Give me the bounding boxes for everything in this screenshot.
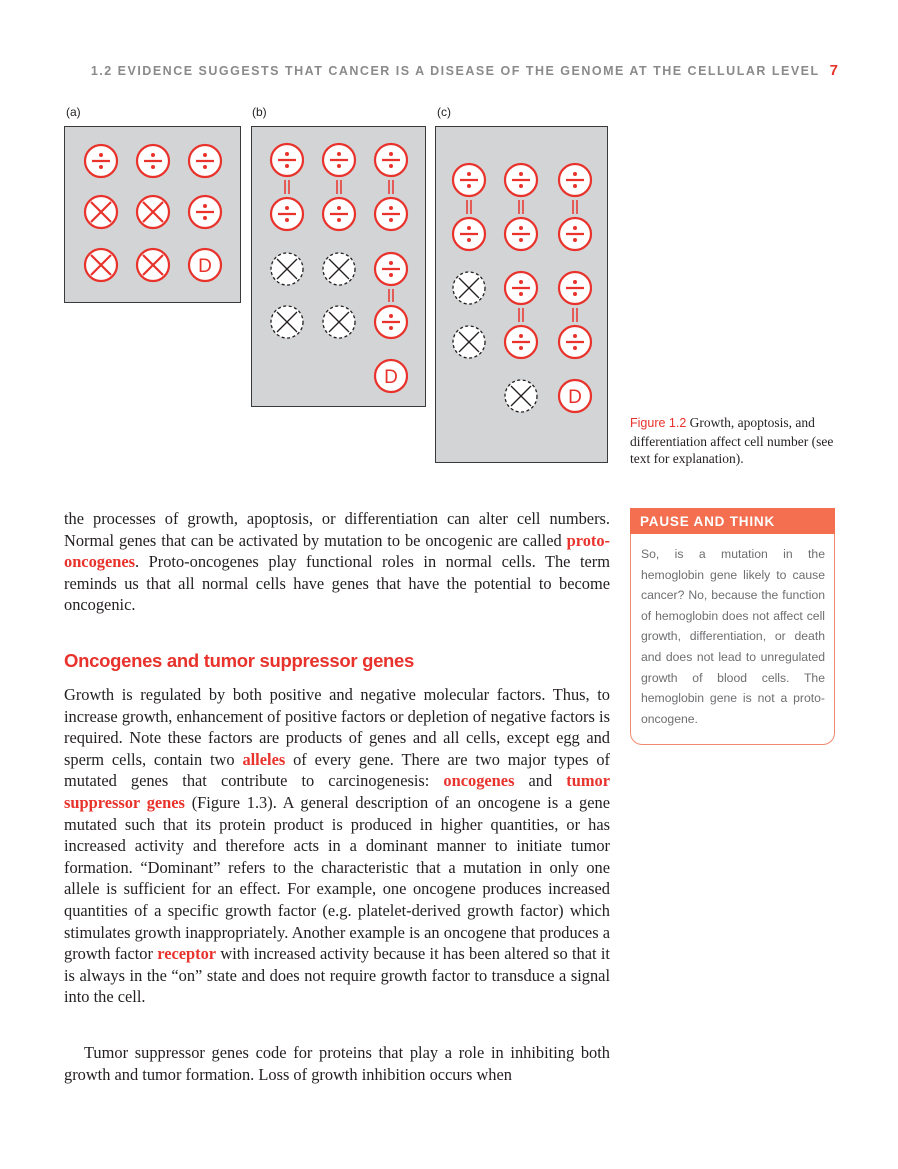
figure-caption xyxy=(630,414,842,468)
division-dot xyxy=(389,326,393,330)
division-dot xyxy=(467,226,471,230)
body-paragraph-3 xyxy=(64,1042,610,1085)
division-dot xyxy=(573,238,577,242)
division-dot xyxy=(99,153,103,157)
division-dot xyxy=(519,226,523,230)
division-dot xyxy=(285,218,289,222)
division-dot xyxy=(573,226,577,230)
division-dot xyxy=(573,280,577,284)
para2-text-4: (Figure 1.3). A general description of an oncogene is a gene mutated such that its protein product is produced in higher quantities, or has increased activity and therefore acts in a dominant manner to initiate tumor formation. “Dominant” refers to the characteristic that a mutation in only one allele is sufficient for an effect. For example, one oncogene produces increased quantities of a specific growth factor (e.g. platelet-derived growth factor) which stimulates growth inappropriately. Another example is an oncogene that produces a growth factor xyxy=(64,792,610,964)
division-dot xyxy=(285,164,289,168)
differentiated-symbol: D xyxy=(568,387,582,408)
para2-text-3: and xyxy=(514,771,567,791)
para2-text-5: with increased activity because it has been altered so that it is always in the “on” state and does not require growth factor to transduce a signal into the cell. xyxy=(64,944,610,1007)
division-dot xyxy=(573,292,577,296)
division-dot xyxy=(203,204,207,208)
keyterm-alleles: alleles xyxy=(242,749,286,769)
pause-and-think-title: PAUSE AND THINK xyxy=(630,508,835,534)
division-dot xyxy=(467,184,471,188)
division-dot xyxy=(337,206,341,210)
running-head-section: 1.2 EVIDENCE SUGGESTS THAT CANCER IS A DISEASE OF THE GENOME AT THE CELLULAR LEVEL xyxy=(90,64,820,78)
differentiated-symbol: D xyxy=(384,367,398,388)
division-dot xyxy=(337,218,341,222)
division-dot xyxy=(573,172,577,176)
panel-label-b: (b) xyxy=(252,105,267,119)
division-dot xyxy=(467,172,471,176)
pause-and-think-text: So, is a mutation in the hemoglobin gene likely to cause cancer? No, because the function of hemoglobin does not affect cell growth, differentiation, or death and does not lead to unregulated growth of blood cells. The hemoglobin gene is not a proto-oncogene. xyxy=(641,547,825,726)
para2-text-1: Growth is regulated by both positive and negative molecular factors. Thus, to increase growth, enhancement of positive factors or depletion of negative factors is required. Note these factors are products of genes and all cells, except egg and sperm cells, contain two xyxy=(64,685,610,769)
division-dot xyxy=(203,153,207,157)
body-paragraph-1 xyxy=(64,508,610,616)
pause-and-think-box xyxy=(630,508,835,745)
section-heading: Oncogenes and tumor suppressor genes xyxy=(64,650,415,671)
division-dot xyxy=(99,165,103,169)
division-dot xyxy=(519,238,523,242)
figure-caption-label: Figure 1.2 xyxy=(630,416,687,430)
keyterm-tumor-suppressor-genes: tumor suppressor genes xyxy=(64,771,610,812)
panel-label-a: (a) xyxy=(66,105,81,119)
page-number: 7 xyxy=(829,62,838,79)
figure-cells xyxy=(0,0,898,480)
division-dot xyxy=(151,165,155,169)
division-dot xyxy=(573,346,577,350)
division-dot xyxy=(519,292,523,296)
division-dot xyxy=(337,164,341,168)
division-dot xyxy=(389,218,393,222)
para1-text-1: the processes of growth, apoptosis, or differentiation can alter cell numbers. Normal genes that can be activated by mutation to be oncogenic are called xyxy=(64,509,610,550)
panel-label-c: (c) xyxy=(437,105,451,119)
division-dot xyxy=(519,280,523,284)
division-dot xyxy=(389,273,393,277)
division-dot xyxy=(573,334,577,338)
keyterm-oncogenes: oncogenes xyxy=(443,771,515,791)
division-dot xyxy=(389,206,393,210)
figure-caption-text: Growth, apoptosis, and differentiation affect cell number (see text for explanation). xyxy=(630,415,834,466)
division-dot xyxy=(519,346,523,350)
differentiated-symbol: D xyxy=(198,256,212,277)
division-dot xyxy=(573,184,577,188)
division-dot xyxy=(389,261,393,265)
keyterm-proto-oncogenes: proto-oncogenes xyxy=(64,530,610,572)
para2-text-2: of every gene. There are two major types of mutated genes that contribute to carcinogenesis: xyxy=(64,749,610,791)
division-dot xyxy=(389,314,393,318)
division-dot xyxy=(519,172,523,176)
division-dot xyxy=(337,152,341,156)
division-dot xyxy=(389,152,393,156)
division-dot xyxy=(519,334,523,338)
division-dot xyxy=(285,152,289,156)
division-dot xyxy=(285,206,289,210)
keyterm-receptor: receptor xyxy=(157,944,217,964)
body-paragraph-2 xyxy=(64,684,610,1008)
division-dot xyxy=(203,216,207,220)
division-dot xyxy=(203,165,207,169)
division-dot xyxy=(519,184,523,188)
division-dot xyxy=(389,164,393,168)
division-dot xyxy=(467,238,471,242)
division-dot xyxy=(151,153,155,157)
para3-text: Tumor suppressor genes code for proteins that play a role in inhibiting both growth and tumor formation. Loss of growth inhibition occurs when xyxy=(64,1043,610,1084)
para1-text-2: . Proto-oncogenes play functional roles in normal cells. The term reminds us that all normal cells have genes that have the potential to become oncogenic. xyxy=(64,552,610,615)
